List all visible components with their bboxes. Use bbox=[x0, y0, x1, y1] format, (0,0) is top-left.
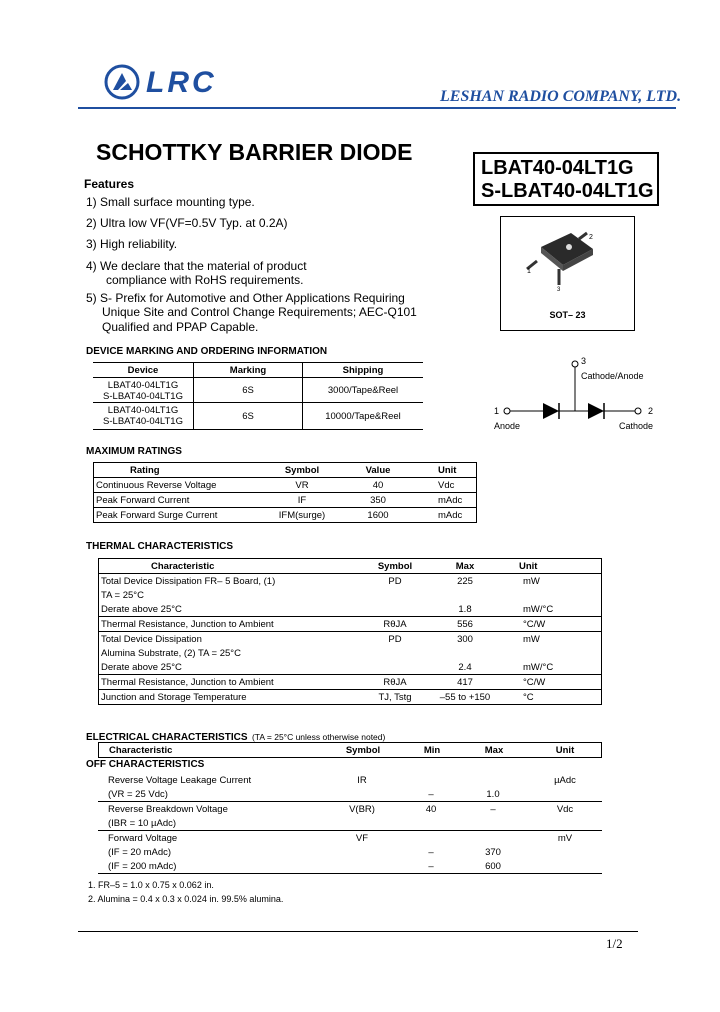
feature-item: Unique Site and Control Change Requirements; AEC-Q101 bbox=[102, 305, 417, 319]
shipping-cell: 10000/Tape&Reel bbox=[303, 403, 424, 430]
symbol-cell: PD bbox=[388, 575, 402, 587]
char-cell: Reverse Breakdown Voltage bbox=[108, 803, 228, 815]
unit-cell: mW/°C bbox=[523, 603, 554, 615]
rating-cell: Continuous Reverse Voltage bbox=[96, 479, 217, 491]
column-header: Characteristic bbox=[151, 560, 215, 572]
char-cell: TA = 25°C bbox=[101, 589, 144, 601]
package-label: SOT– 23 bbox=[549, 310, 586, 320]
logo-text: LRC bbox=[146, 66, 217, 99]
unit-cell: Vdc bbox=[438, 479, 455, 491]
logo bbox=[104, 64, 140, 100]
max-cell bbox=[458, 773, 528, 787]
table-row bbox=[98, 845, 602, 859]
feature-item: compliance with RoHS requirements. bbox=[106, 273, 304, 287]
min-cell: – bbox=[428, 860, 434, 872]
part-number: LBAT40-04LT1G bbox=[481, 157, 634, 179]
table-row bbox=[99, 690, 602, 705]
char-cell: (IF = 200 mAdc) bbox=[108, 860, 177, 872]
max-cell bbox=[458, 816, 528, 831]
symbol-cell: IR bbox=[357, 774, 367, 786]
column-header: Max bbox=[455, 560, 475, 572]
symbol-cell bbox=[320, 787, 404, 802]
unit-cell bbox=[503, 588, 602, 602]
lrc-logo-icon bbox=[104, 64, 140, 100]
symbol-cell bbox=[363, 646, 427, 660]
max-cell: 600 bbox=[485, 860, 501, 872]
device-cell: LBAT40-04LT1G bbox=[107, 405, 179, 416]
char-cell: (IF = 20 mAdc) bbox=[108, 846, 172, 858]
min-cell: – bbox=[428, 788, 434, 800]
shipping-cell: 3000/Tape&Reel bbox=[303, 378, 424, 403]
max-cell bbox=[427, 646, 503, 660]
unit-cell: mW bbox=[523, 633, 540, 645]
column-header: Shipping bbox=[303, 363, 424, 378]
min-cell bbox=[404, 831, 458, 846]
package-figure bbox=[500, 216, 635, 331]
char-cell: Derate above 25°C bbox=[101, 603, 182, 615]
unit-cell bbox=[503, 646, 602, 660]
table-row bbox=[98, 859, 602, 874]
header-rule bbox=[78, 107, 676, 109]
min-cell: 40 bbox=[425, 803, 437, 815]
column-header: Unit bbox=[438, 464, 457, 476]
device-cell: LBAT40-04LT1G bbox=[107, 380, 179, 391]
device-cell: S-LBAT40-04LT1G bbox=[103, 391, 183, 402]
off-characteristics-heading: OFF CHARACTERISTICS bbox=[86, 759, 205, 770]
table-row bbox=[98, 816, 602, 831]
symbol-cell bbox=[320, 816, 404, 831]
table-row bbox=[99, 632, 602, 647]
page-number: 1/2 bbox=[606, 936, 623, 951]
thermal-table bbox=[98, 558, 602, 705]
pin3-number: 3 bbox=[581, 356, 587, 366]
unit-cell bbox=[528, 816, 602, 831]
char-cell: Alumina Substrate, (2) TA = 25°C bbox=[101, 647, 241, 659]
electrical-table bbox=[98, 742, 602, 758]
table-row bbox=[93, 403, 423, 430]
column-header: Max bbox=[484, 744, 504, 756]
column-header: Rating bbox=[130, 464, 160, 476]
max-ratings-heading: MAXIMUM RATINGS bbox=[86, 446, 182, 457]
unit-cell: °C/W bbox=[523, 676, 546, 688]
max-ratings-table bbox=[93, 462, 477, 523]
symbol-cell: IFM(surge) bbox=[278, 509, 326, 521]
table-row bbox=[94, 493, 477, 508]
table-row bbox=[99, 574, 602, 589]
column-header: Unit bbox=[555, 744, 575, 756]
pin3-label: Cathode/Anode bbox=[581, 371, 644, 381]
unit-cell: mW bbox=[523, 575, 540, 587]
pin1-number: 1 bbox=[494, 406, 500, 416]
symbol-cell: VF bbox=[355, 832, 369, 844]
note: 1. FR–5 = 1.0 x 0.75 x 0.062 in. bbox=[88, 880, 214, 890]
value-cell: 1600 bbox=[367, 509, 389, 521]
symbol-cell: RθJA bbox=[383, 618, 407, 630]
char-cell: Reverse Voltage Leakage Current bbox=[108, 774, 252, 786]
table-row bbox=[99, 617, 602, 632]
rating-cell: Peak Forward Current bbox=[96, 494, 190, 506]
table-row bbox=[98, 802, 602, 817]
unit-cell bbox=[528, 787, 602, 802]
max-cell: 417 bbox=[457, 676, 473, 688]
char-cell: Total Device Dissipation FR– 5 Board, (1) bbox=[101, 575, 276, 587]
part-number-box bbox=[473, 152, 659, 206]
min-cell bbox=[404, 816, 458, 831]
min-cell: – bbox=[428, 846, 434, 858]
column-header: Symbol bbox=[345, 744, 381, 756]
feature-item: 4) We declare that the material of product bbox=[86, 259, 307, 273]
symbol-cell: VR bbox=[295, 479, 309, 491]
max-cell bbox=[427, 588, 503, 602]
diode-schematic bbox=[488, 355, 668, 435]
table-row bbox=[99, 675, 602, 690]
table-row bbox=[99, 660, 602, 675]
max-cell: 370 bbox=[485, 846, 501, 858]
table-row bbox=[98, 787, 602, 802]
column-header: Characteristic bbox=[109, 744, 173, 756]
symbol-cell bbox=[363, 602, 427, 617]
feature-item: 1) Small surface mounting type. bbox=[86, 195, 255, 209]
feature-item: 5) S- Prefix for Automotive and Other Applications Requiring bbox=[86, 291, 405, 305]
max-cell: 1.0 bbox=[486, 788, 500, 800]
marking-cell: 6S bbox=[194, 403, 303, 430]
char-cell: (VR = 25 Vdc) bbox=[108, 788, 168, 800]
max-cell: – bbox=[490, 803, 496, 815]
max-cell: 300 bbox=[457, 633, 473, 645]
table-row bbox=[99, 646, 602, 660]
symbol-cell: V(BR) bbox=[349, 803, 375, 815]
column-header: Symbol bbox=[284, 464, 320, 476]
company-name: LESHAN RADIO COMPANY, LTD. bbox=[440, 88, 682, 105]
pin2-label: Cathode bbox=[619, 421, 654, 431]
pin-label: 2 bbox=[589, 234, 593, 241]
thermal-heading: THERMAL CHARACTERISTICS bbox=[86, 541, 234, 552]
char-cell: Total Device Dissipation bbox=[101, 633, 202, 645]
marking-heading: DEVICE MARKING AND ORDERING INFORMATION bbox=[86, 346, 328, 357]
unit-cell: mAdc bbox=[438, 509, 463, 521]
electrical-rows bbox=[98, 773, 602, 874]
note: 2. Alumina = 0.4 x 0.3 x 0.024 in. 99.5% alumina. bbox=[88, 894, 284, 904]
min-cell bbox=[404, 773, 458, 787]
unit-cell: µAdc bbox=[554, 774, 576, 786]
symbol-cell: IF bbox=[297, 494, 307, 506]
symbol-cell: PD bbox=[388, 633, 402, 645]
char-cell: (IBR = 10 µAdc) bbox=[108, 817, 177, 829]
unit-cell: °C/W bbox=[523, 618, 546, 630]
pin2-number: 2 bbox=[648, 406, 654, 416]
column-header: Device bbox=[127, 364, 159, 376]
feature-item: 3) High reliability. bbox=[86, 237, 178, 251]
max-cell: 556 bbox=[457, 618, 473, 630]
column-header: Min bbox=[423, 744, 441, 756]
column-header: Symbol bbox=[377, 560, 413, 572]
column-header: Value bbox=[365, 464, 391, 476]
electrical-note: (TA = 25°C unless otherwise noted) bbox=[251, 732, 386, 742]
pin-label: 1 bbox=[527, 268, 531, 275]
max-cell: 225 bbox=[457, 575, 473, 587]
table-row bbox=[98, 831, 602, 846]
electrical-heading: ELECTRICAL CHARACTERISTICS bbox=[86, 732, 248, 743]
unit-cell bbox=[528, 859, 602, 874]
unit-cell: mV bbox=[557, 832, 573, 844]
table-row bbox=[98, 773, 602, 787]
marking-table bbox=[93, 362, 423, 430]
unit-cell bbox=[528, 845, 602, 859]
pin-label: 3 bbox=[557, 287, 561, 293]
char-cell: Thermal Resistance, Junction to Ambient bbox=[101, 618, 274, 630]
unit-cell: Vdc bbox=[556, 803, 574, 815]
symbol-cell: TJ, Tstg bbox=[378, 691, 412, 703]
device-cell: S-LBAT40-04LT1G bbox=[103, 416, 183, 427]
table-row bbox=[94, 508, 477, 523]
pin1-label: Anode bbox=[494, 421, 521, 431]
symbol-cell bbox=[363, 660, 427, 675]
feature-item: 2) Ultra low VF(VF=0.5V Typ. at 0.2A) bbox=[86, 216, 288, 230]
footer-rule bbox=[78, 931, 638, 932]
symbol-cell bbox=[320, 845, 404, 859]
table-row bbox=[99, 588, 602, 602]
marking-cell: 6S bbox=[194, 378, 303, 403]
column-header: Unit bbox=[519, 560, 538, 572]
unit-cell: °C bbox=[523, 691, 534, 703]
table-row bbox=[94, 478, 477, 493]
char-cell: Junction and Storage Temperature bbox=[101, 691, 247, 703]
max-cell: 2.4 bbox=[458, 661, 472, 673]
max-cell: 1.8 bbox=[458, 603, 472, 615]
symbol-cell bbox=[363, 588, 427, 602]
unit-cell: mAdc bbox=[438, 494, 463, 506]
sot23-package-icon bbox=[501, 217, 634, 302]
max-cell bbox=[458, 831, 528, 846]
char-cell: Derate above 25°C bbox=[101, 661, 182, 673]
page-title: SCHOTTKY BARRIER DIODE bbox=[96, 139, 413, 165]
value-cell: 350 bbox=[370, 494, 386, 506]
char-cell: Thermal Resistance, Junction to Ambient bbox=[101, 676, 274, 688]
column-header: Marking bbox=[194, 363, 303, 378]
unit-cell: mW/°C bbox=[523, 661, 554, 673]
max-cell: –55 to +150 bbox=[439, 691, 491, 703]
char-cell: Forward Voltage bbox=[108, 832, 178, 844]
table-row bbox=[99, 602, 602, 617]
symbol-cell: RθJA bbox=[383, 676, 407, 688]
symbol-cell bbox=[320, 859, 404, 874]
rating-cell: Peak Forward Surge Current bbox=[96, 509, 218, 521]
part-number: S-LBAT40-04LT1G bbox=[481, 180, 654, 202]
table-row bbox=[93, 378, 423, 403]
feature-item: Qualified and PPAP Capable. bbox=[102, 320, 259, 334]
value-cell: 40 bbox=[372, 479, 384, 491]
features-heading: Features bbox=[84, 177, 135, 191]
